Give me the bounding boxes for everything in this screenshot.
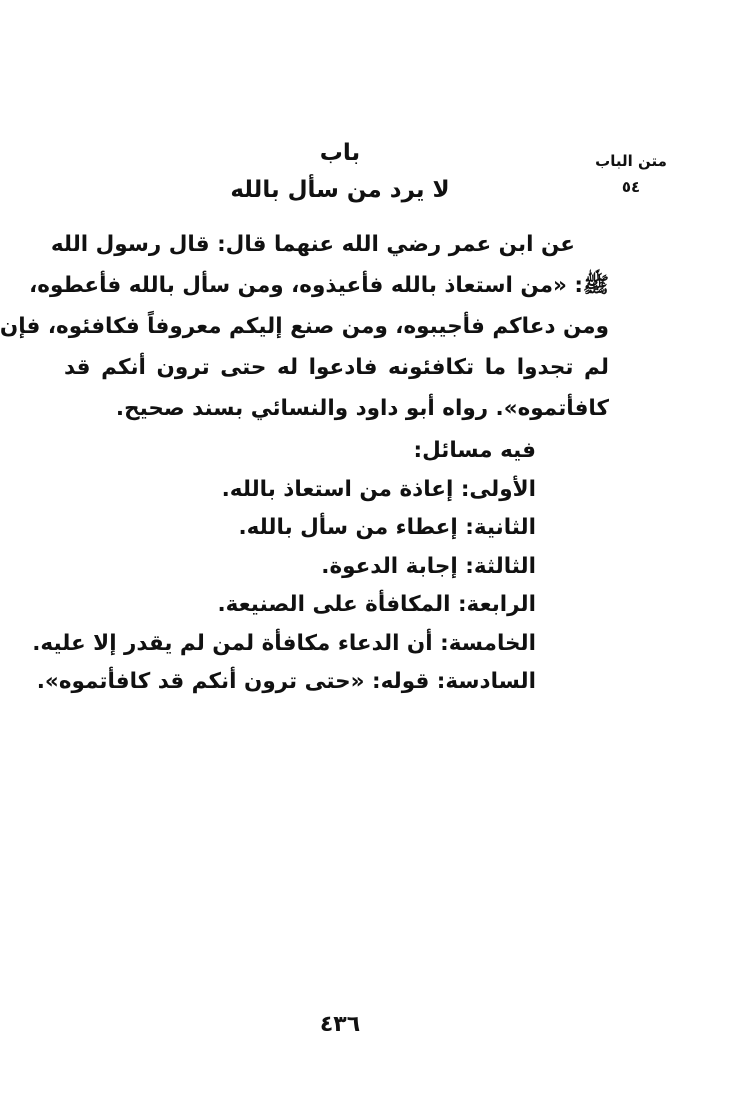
issue-text: أن الدعاء مكافأة لمن لم يقدر إلا عليه. [32,630,433,656]
hadith-line: عن ابن عمر رضي الله عنهما قال: قال رسول الله [50,232,575,257]
issue-number: الرابعة: [457,592,536,617]
hadith-line: ومن دعاكم فأجيبوه، ومن صنع إليكم معروفاً فكافئوه، فإن [0,314,609,339]
issue-item [36,663,536,702]
issue-item [56,471,536,510]
hadith-line: كافأتموه». رواه أبو داود والنسائي بسند صحيح. [115,396,609,421]
issue-item [56,548,536,587]
issue-number: الثالثة: [465,553,536,579]
issues-title: فيه مسائل: [413,438,536,463]
issue-number: الأولى: [460,476,536,502]
issues-list [32,432,536,702]
hadith-line: لم تجدوا ما تكافئونه فادعوا له حتى ترون أنكم قد [64,355,609,380]
issue-item [32,625,536,664]
margin-note-label: متن الباب [595,152,667,170]
issue-text: المكافأة على الصنيعة. [217,592,451,617]
issue-number: الثانية: [465,515,536,540]
issue-text: قوله: «حتى ترون أنكم قد كافأتموه». [36,669,430,694]
issue-number: السادسة: [436,669,536,694]
chapter-title: لا يرد من سأل بالله [230,177,450,203]
hadith-text [0,224,609,429]
hadith-line: ﷺ: «من استعاذ بالله فأعيذوه، ومن سأل بالله فأعطوه، [29,273,609,298]
margin-note [586,148,676,200]
issue-text: إجابة الدعوة. [321,553,458,579]
issue-item [56,586,536,625]
issue-text: إعاذة من استعاذ بالله. [221,476,454,502]
issue-item [56,509,536,548]
chapter-heading: باب [319,140,361,166]
issue-text: إعطاء من سأل بالله. [238,515,458,540]
margin-note-number: ٥٤ [621,178,641,196]
page-number: ٤٣٦ [319,1012,361,1037]
issue-number: الخامسة: [440,630,536,656]
